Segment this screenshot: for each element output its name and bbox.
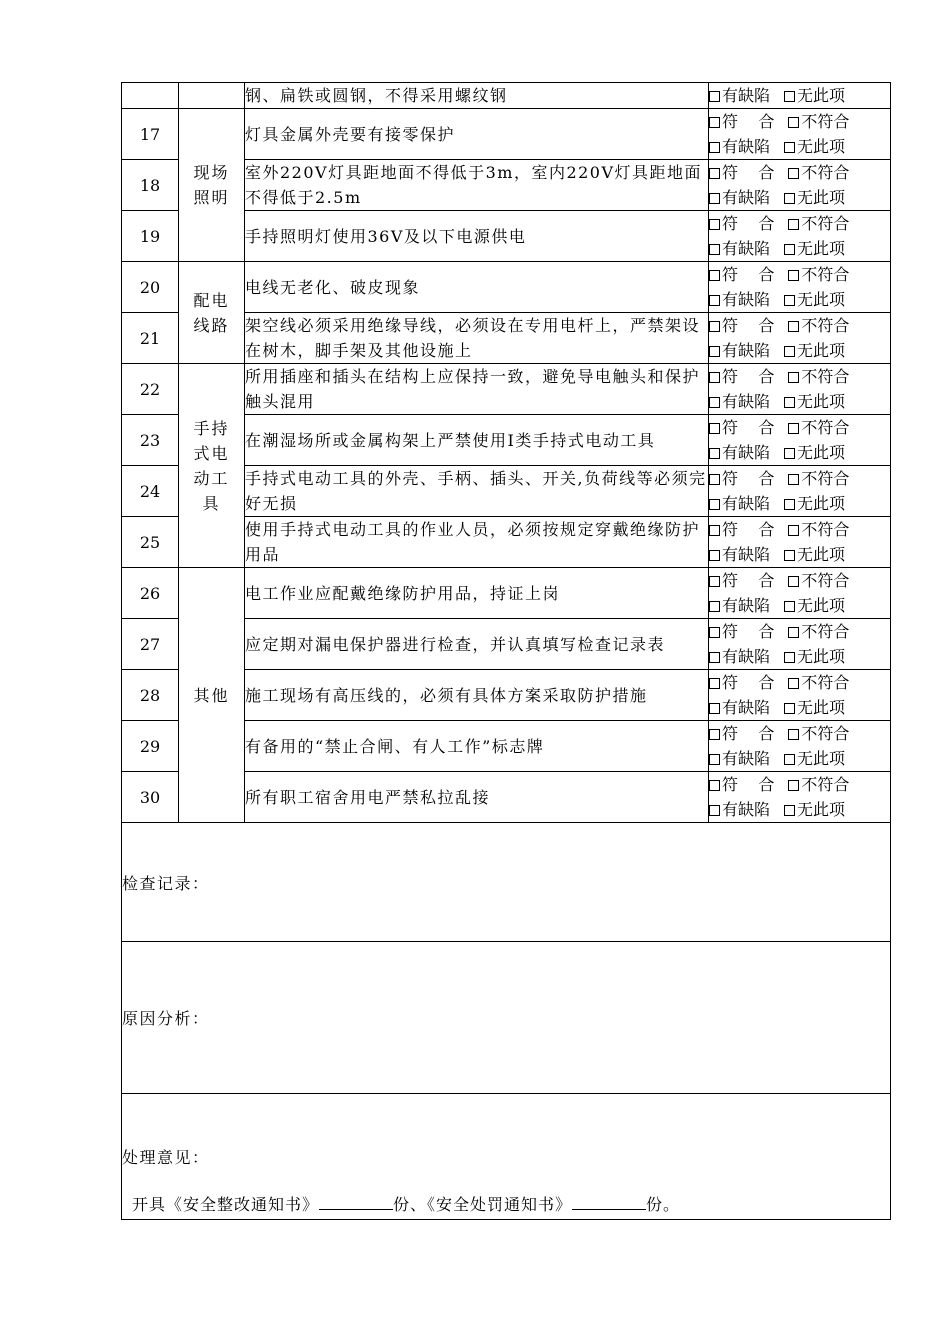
checkbox-square-icon[interactable] xyxy=(788,321,799,332)
option-label: 不符合 xyxy=(801,622,850,641)
option-checkbox[interactable] xyxy=(709,188,770,207)
category-lighting xyxy=(179,109,245,262)
table-row xyxy=(122,262,891,313)
issue-prefix-text: 开具《安全整改通知书》 xyxy=(132,1195,320,1214)
option-label: 有缺陷 xyxy=(722,596,771,615)
check-item-text: 所有职工宿舍用电严禁私拉乱接 xyxy=(245,772,709,823)
row-number: 23 xyxy=(122,415,179,466)
option-checkbox[interactable] xyxy=(788,163,849,182)
check-item-text: 架空线必须采用绝缘导线，必须设在专用电杆上，严禁架设在树木，脚手架及其他设施上 xyxy=(245,313,709,364)
option-label: 无此项 xyxy=(797,239,846,258)
check-item-text: 室外220V灯具距地面不得低于3m，室内220V灯具距地面不得低于2.5m xyxy=(245,160,709,211)
option-checkbox[interactable] xyxy=(709,341,770,360)
option-label: 符 合 xyxy=(722,673,775,692)
category-label-line: 现场 xyxy=(193,163,230,182)
checkbox-square-icon[interactable] xyxy=(709,270,720,281)
option-checkbox[interactable] xyxy=(709,698,770,717)
option-checkbox[interactable] xyxy=(709,239,770,258)
row-number: 28 xyxy=(122,670,179,721)
option-checkbox[interactable] xyxy=(788,469,849,488)
check-item-text: 在潮湿场所或金属构架上严禁使用Ⅰ类手持式电动工具 xyxy=(245,415,709,466)
category-label-line: 线路 xyxy=(193,315,230,335)
option-label: 不符合 xyxy=(801,214,850,233)
checkbox-square-icon[interactable] xyxy=(788,525,799,536)
option-checkbox[interactable] xyxy=(788,775,849,794)
option-label: 有缺陷 xyxy=(722,800,771,819)
row-number: 26 xyxy=(122,568,179,619)
row-number: 30 xyxy=(122,772,179,823)
option-checkbox[interactable] xyxy=(788,112,849,131)
result-options xyxy=(709,568,891,619)
checkbox-square-icon[interactable] xyxy=(788,117,799,128)
handling-opinion-row xyxy=(122,1094,891,1220)
option-checkbox[interactable] xyxy=(788,520,849,539)
option-label: 有缺陷 xyxy=(722,341,771,360)
checkbox-square-icon[interactable] xyxy=(784,295,795,306)
option-checkbox[interactable] xyxy=(709,800,770,819)
checkbox-square-icon[interactable] xyxy=(788,627,799,638)
option-label: 无此项 xyxy=(797,341,846,360)
result-options xyxy=(709,721,891,772)
option-checkbox[interactable] xyxy=(709,775,774,794)
option-label: 无此项 xyxy=(797,545,846,564)
option-checkbox[interactable] xyxy=(709,443,770,462)
option-label: 符 合 xyxy=(722,163,775,182)
option-label: 有缺陷 xyxy=(722,749,771,768)
option-label: 有缺陷 xyxy=(722,290,771,309)
row-number: 21 xyxy=(122,313,179,364)
option-checkbox[interactable] xyxy=(784,698,845,717)
notice-issue-line xyxy=(132,1192,680,1215)
option-label: 符 合 xyxy=(722,724,775,743)
option-label: 符 合 xyxy=(722,622,775,641)
checkbox-square-icon[interactable] xyxy=(709,627,720,638)
option-label: 无此项 xyxy=(797,392,846,411)
row-number xyxy=(122,83,179,109)
option-checkbox[interactable] xyxy=(784,800,845,819)
option-label: 无此项 xyxy=(797,137,846,156)
checkbox-square-icon[interactable] xyxy=(788,270,799,281)
option-label: 无此项 xyxy=(797,443,846,462)
result-options xyxy=(709,160,891,211)
option-label: 无此项 xyxy=(797,749,846,768)
option-checkbox[interactable] xyxy=(784,86,845,105)
checkbox-square-icon[interactable] xyxy=(784,601,795,612)
option-label: 无此项 xyxy=(797,647,846,666)
option-checkbox[interactable] xyxy=(788,724,849,743)
result-options xyxy=(709,415,891,466)
row-number: 24 xyxy=(122,466,179,517)
option-label: 有缺陷 xyxy=(722,443,771,462)
checkbox-square-icon[interactable] xyxy=(784,754,795,765)
inspection-record-section[interactable] xyxy=(122,823,891,942)
option-label: 不符合 xyxy=(801,418,850,437)
row-number: 25 xyxy=(122,517,179,568)
checkbox-square-icon[interactable] xyxy=(784,346,795,357)
result-options xyxy=(709,313,891,364)
penalty-count-blank[interactable] xyxy=(572,1195,646,1210)
option-checkbox[interactable] xyxy=(709,86,770,105)
result-options xyxy=(709,466,891,517)
option-checkbox[interactable] xyxy=(784,290,845,309)
option-checkbox[interactable] xyxy=(784,596,845,615)
checkbox-square-icon[interactable] xyxy=(709,550,720,561)
option-checkbox[interactable] xyxy=(788,622,849,641)
checkbox-square-icon[interactable] xyxy=(784,550,795,561)
option-checkbox[interactable] xyxy=(788,571,849,590)
category-label-line: 手持 xyxy=(193,418,230,438)
option-label: 符 合 xyxy=(722,520,775,539)
option-label: 不符合 xyxy=(801,520,850,539)
option-checkbox[interactable] xyxy=(709,469,774,488)
category-label-line: 动工 xyxy=(193,468,230,488)
checkbox-square-icon[interactable] xyxy=(788,372,799,383)
checkbox-square-icon[interactable] xyxy=(788,423,799,434)
check-item-text: 电线无老化、破皮现象 xyxy=(245,262,709,313)
checkbox-square-icon[interactable] xyxy=(709,474,720,485)
option-checkbox[interactable] xyxy=(709,112,774,131)
option-checkbox[interactable] xyxy=(709,418,774,437)
checkbox-square-icon[interactable] xyxy=(709,805,720,816)
checkbox-square-icon[interactable] xyxy=(788,780,799,791)
option-checkbox[interactable] xyxy=(709,545,770,564)
option-label: 符 合 xyxy=(722,265,775,284)
row-number: 20 xyxy=(122,262,179,313)
checkbox-square-icon[interactable] xyxy=(784,805,795,816)
option-label: 不符合 xyxy=(801,571,850,590)
option-label: 有缺陷 xyxy=(722,137,771,156)
option-checkbox[interactable] xyxy=(788,265,849,284)
option-checkbox[interactable] xyxy=(709,749,770,768)
result-options xyxy=(709,619,891,670)
checkbox-square-icon[interactable] xyxy=(709,193,720,204)
option-checkbox[interactable] xyxy=(709,392,770,411)
result-options xyxy=(709,772,891,823)
issue-middle-text: 份、《安全处罚通知书》 xyxy=(393,1195,573,1214)
check-item-text: 灯具金属外壳要有接零保护 xyxy=(245,109,709,160)
checkbox-square-icon[interactable] xyxy=(709,729,720,740)
category-label-line: 其他 xyxy=(193,685,230,705)
option-label: 有缺陷 xyxy=(722,545,771,564)
option-checkbox[interactable] xyxy=(709,265,774,284)
checkbox-square-icon[interactable] xyxy=(709,91,720,102)
checkbox-square-icon[interactable] xyxy=(784,193,795,204)
row-number: 19 xyxy=(122,211,179,262)
option-label: 有缺陷 xyxy=(722,86,771,105)
option-label: 符 合 xyxy=(722,316,775,335)
option-label: 无此项 xyxy=(797,494,846,513)
checkbox-square-icon[interactable] xyxy=(788,168,799,179)
row-number: 17 xyxy=(122,109,179,160)
check-item-text: 手持照明灯使用36V及以下电源供电 xyxy=(245,211,709,262)
option-label: 有缺陷 xyxy=(722,698,771,717)
checkbox-square-icon[interactable] xyxy=(709,678,720,689)
option-checkbox[interactable] xyxy=(784,341,845,360)
option-checkbox[interactable] xyxy=(709,596,770,615)
option-label: 符 合 xyxy=(722,571,775,590)
option-checkbox[interactable] xyxy=(784,239,845,258)
option-label: 无此项 xyxy=(797,290,846,309)
checkbox-square-icon[interactable] xyxy=(784,448,795,459)
option-label: 有缺陷 xyxy=(722,188,771,207)
option-label: 不符合 xyxy=(801,163,850,182)
checkbox-square-icon[interactable] xyxy=(709,703,720,714)
check-item-text: 有备用的“禁止合闸、有人工作”标志牌 xyxy=(245,721,709,772)
option-label: 符 合 xyxy=(722,214,775,233)
option-checkbox[interactable] xyxy=(784,749,845,768)
checkbox-square-icon[interactable] xyxy=(784,142,795,153)
row-number: 18 xyxy=(122,160,179,211)
checkbox-square-icon[interactable] xyxy=(709,601,720,612)
result-options xyxy=(709,262,891,313)
cause-analysis-section[interactable] xyxy=(122,942,891,1094)
option-checkbox[interactable] xyxy=(709,163,774,182)
result-options xyxy=(709,211,891,262)
checkbox-square-icon[interactable] xyxy=(788,474,799,485)
category-cell xyxy=(179,83,245,109)
checkbox-square-icon[interactable] xyxy=(709,372,720,383)
category-wiring xyxy=(179,262,245,364)
option-checkbox[interactable] xyxy=(788,673,849,692)
option-checkbox[interactable] xyxy=(784,647,845,666)
option-label: 符 合 xyxy=(722,112,775,131)
rectification-count-blank[interactable] xyxy=(319,1195,393,1210)
option-checkbox[interactable] xyxy=(709,647,770,666)
option-checkbox[interactable] xyxy=(709,724,774,743)
option-checkbox[interactable] xyxy=(788,316,849,335)
check-item-text: 使用手持式电动工具的作业人员，必须按规定穿戴绝缘防护用品 xyxy=(245,517,709,568)
option-checkbox[interactable] xyxy=(788,418,849,437)
checkbox-square-icon[interactable] xyxy=(784,397,795,408)
checkbox-square-icon[interactable] xyxy=(709,499,720,510)
option-label: 无此项 xyxy=(797,800,846,819)
checkbox-square-icon[interactable] xyxy=(788,729,799,740)
result-options xyxy=(709,109,891,160)
option-label: 不符合 xyxy=(801,367,850,386)
option-checkbox[interactable] xyxy=(709,494,770,513)
option-label: 不符合 xyxy=(801,265,850,284)
check-item-text: 电工作业应配戴绝缘防护用品，持证上岗 xyxy=(245,568,709,619)
checkbox-square-icon[interactable] xyxy=(709,754,720,765)
checkbox-square-icon[interactable] xyxy=(709,423,720,434)
checkbox-square-icon[interactable] xyxy=(709,219,720,230)
row-number: 27 xyxy=(122,619,179,670)
category-other xyxy=(179,568,245,823)
option-checkbox[interactable] xyxy=(784,443,845,462)
category-label-line: 照明 xyxy=(193,188,230,207)
option-label: 无此项 xyxy=(797,698,846,717)
table-row xyxy=(122,364,891,415)
checkbox-square-icon[interactable] xyxy=(709,346,720,357)
option-checkbox[interactable] xyxy=(709,622,774,641)
option-label: 符 合 xyxy=(722,367,775,386)
option-checkbox[interactable] xyxy=(788,214,849,233)
category-handheld-tools xyxy=(179,364,245,568)
option-label: 符 合 xyxy=(722,775,775,794)
check-item-text: 施工现场有高压线的，必须有具体方案采取防护措施 xyxy=(245,670,709,721)
result-options xyxy=(709,83,891,109)
option-checkbox[interactable] xyxy=(709,316,774,335)
option-label: 不符合 xyxy=(801,775,850,794)
checkbox-square-icon[interactable] xyxy=(788,678,799,689)
option-label: 不符合 xyxy=(801,469,850,488)
category-label-line: 配电 xyxy=(193,290,230,310)
option-label: 有缺陷 xyxy=(722,239,771,258)
checkbox-square-icon[interactable] xyxy=(709,652,720,663)
checkbox-square-icon[interactable] xyxy=(709,448,720,459)
checkbox-square-icon[interactable] xyxy=(709,244,720,255)
option-checkbox[interactable] xyxy=(709,571,774,590)
checkbox-square-icon[interactable] xyxy=(709,576,720,587)
option-checkbox[interactable] xyxy=(784,392,845,411)
option-checkbox[interactable] xyxy=(784,137,845,156)
category-label-line: 式电 xyxy=(193,443,230,463)
check-item-text: 钢、扁铁或圆钢，不得采用螺纹钢 xyxy=(245,83,709,109)
option-label: 符 合 xyxy=(722,418,775,437)
option-label: 有缺陷 xyxy=(722,647,771,666)
category-label-line: 具 xyxy=(202,493,221,513)
inspection-record-label: 检查记录： xyxy=(122,873,210,893)
check-item-text: 手持式电动工具的外壳、手柄、插头、开关,负荷线等必须完好无损 xyxy=(245,466,709,517)
checkbox-square-icon[interactable] xyxy=(709,525,720,536)
table-row xyxy=(122,83,891,109)
checkbox-square-icon[interactable] xyxy=(709,295,720,306)
option-label: 不符合 xyxy=(801,112,850,131)
checkbox-square-icon[interactable] xyxy=(784,499,795,510)
option-checkbox[interactable] xyxy=(788,367,849,386)
option-label: 无此项 xyxy=(797,188,846,207)
checkbox-square-icon[interactable] xyxy=(788,576,799,587)
option-label: 不符合 xyxy=(801,673,850,692)
result-options xyxy=(709,364,891,415)
check-item-text: 应定期对漏电保护器进行检查，并认真填写检查记录表 xyxy=(245,619,709,670)
handling-opinion-section[interactable] xyxy=(122,1094,891,1220)
inspection-record-row xyxy=(122,823,891,942)
option-checkbox[interactable] xyxy=(709,214,774,233)
checkbox-square-icon[interactable] xyxy=(784,91,795,102)
option-checkbox[interactable] xyxy=(709,673,774,692)
option-checkbox[interactable] xyxy=(709,290,770,309)
checkbox-square-icon[interactable] xyxy=(709,780,720,791)
option-checkbox[interactable] xyxy=(784,188,845,207)
inspection-table xyxy=(121,82,891,1220)
option-label: 有缺陷 xyxy=(722,392,771,411)
checkbox-square-icon[interactable] xyxy=(709,397,720,408)
cause-analysis-label: 原因分析： xyxy=(122,1009,210,1028)
checkbox-square-icon[interactable] xyxy=(784,652,795,663)
table-row xyxy=(122,109,891,160)
option-checkbox[interactable] xyxy=(709,137,770,156)
option-label: 符 合 xyxy=(722,469,775,488)
option-checkbox[interactable] xyxy=(709,520,774,539)
row-number: 29 xyxy=(122,721,179,772)
option-checkbox[interactable] xyxy=(784,494,845,513)
checkbox-square-icon[interactable] xyxy=(709,142,720,153)
cause-analysis-row xyxy=(122,942,891,1094)
issue-suffix-text: 份。 xyxy=(646,1195,681,1214)
checkbox-square-icon[interactable] xyxy=(788,219,799,230)
checkbox-square-icon[interactable] xyxy=(784,244,795,255)
checkbox-square-icon[interactable] xyxy=(709,168,720,179)
option-label: 不符合 xyxy=(801,316,850,335)
option-checkbox[interactable] xyxy=(709,367,774,386)
option-label: 无此项 xyxy=(797,86,846,105)
inspection-table-body xyxy=(122,83,891,1220)
check-item-text: 所用插座和插头在结构上应保持一致，避免导电触头和保护触头混用 xyxy=(245,364,709,415)
table-row xyxy=(122,568,891,619)
checkbox-square-icon[interactable] xyxy=(784,703,795,714)
handling-opinion-label: 处理意见： xyxy=(122,1148,210,1167)
checkbox-square-icon[interactable] xyxy=(709,321,720,332)
option-label: 有缺陷 xyxy=(722,494,771,513)
option-label: 无此项 xyxy=(797,596,846,615)
row-number: 22 xyxy=(122,364,179,415)
result-options xyxy=(709,670,891,721)
option-label: 不符合 xyxy=(801,724,850,743)
checkbox-square-icon[interactable] xyxy=(709,117,720,128)
result-options xyxy=(709,517,891,568)
option-checkbox[interactable] xyxy=(784,545,845,564)
